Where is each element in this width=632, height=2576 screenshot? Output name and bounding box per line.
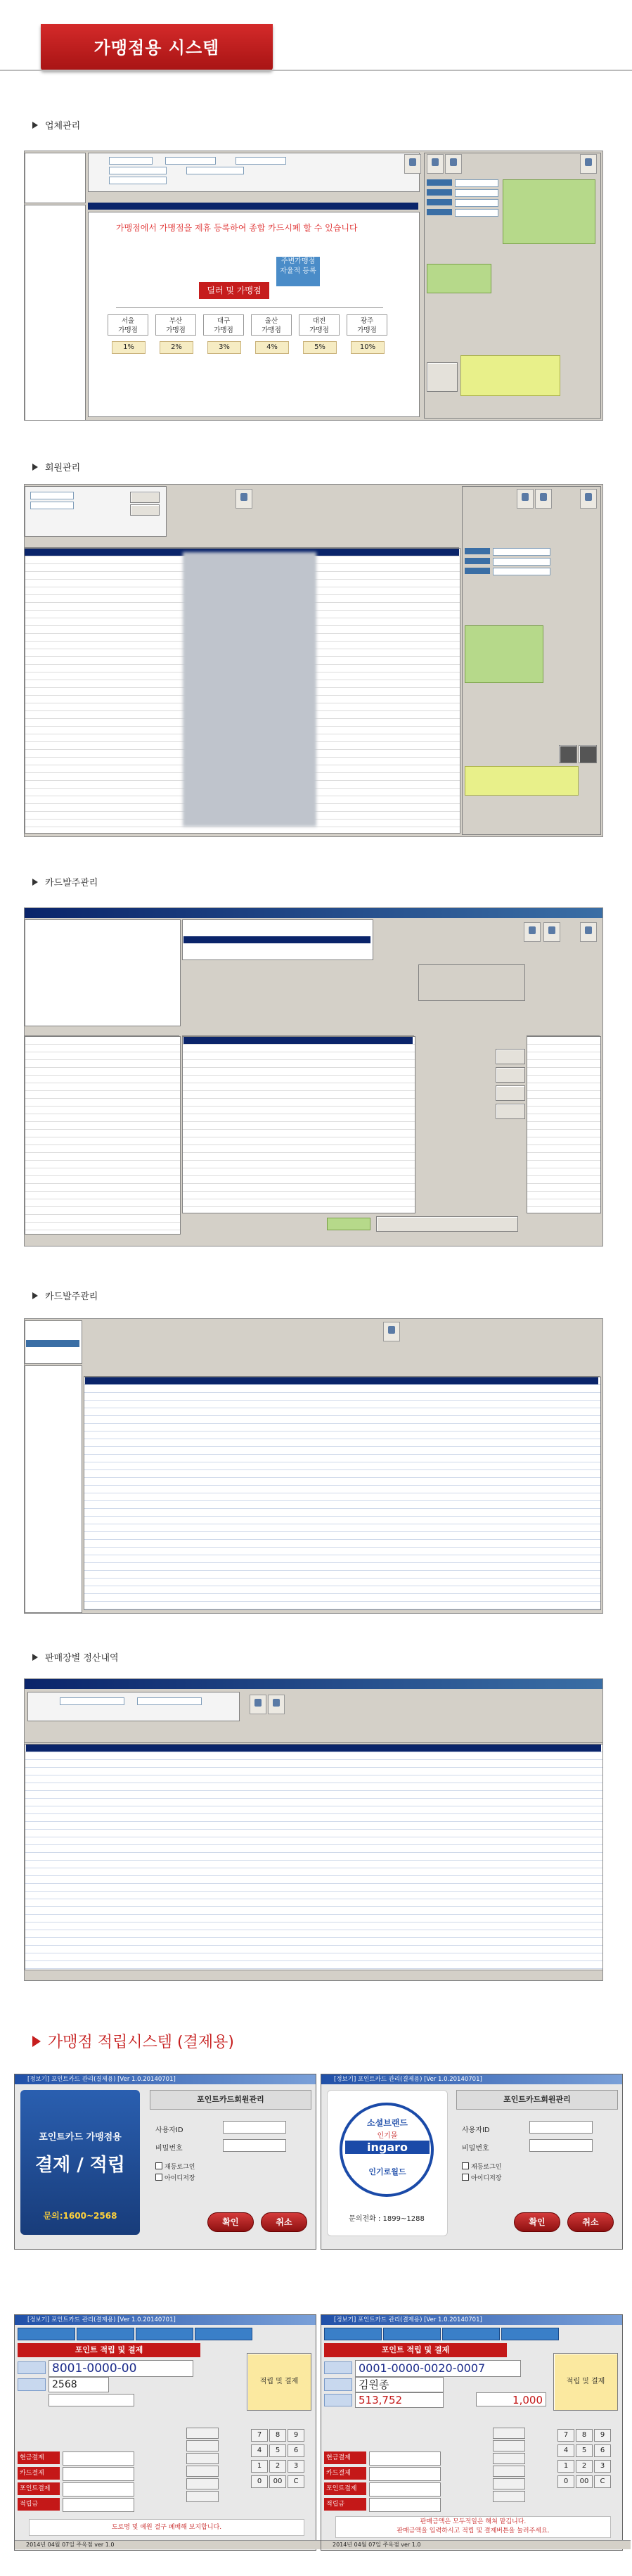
window-title: [정보기] 포인트카드 관리(결제용) [Ver 1.0.20140701]: [15, 2315, 316, 2325]
cash-input[interactable]: [63, 2451, 134, 2466]
key-2[interactable]: 2: [269, 2460, 286, 2473]
toolbar-button[interactable]: [77, 2328, 134, 2340]
triangle-icon: [32, 2036, 41, 2047]
move-button[interactable]: [496, 1067, 525, 1083]
org-side-box: 주변가맹점 자율적 등록: [276, 257, 320, 286]
green-info-block: [503, 179, 595, 244]
member-label: [18, 2378, 46, 2391]
masked-names: [183, 552, 316, 827]
date-filter: [27, 1692, 240, 1721]
triangle-icon: [32, 1654, 38, 1661]
toolbar-button[interactable]: [18, 2328, 75, 2340]
key-9[interactable]: 9: [288, 2429, 304, 2442]
org-pct-ulsan: 4%: [255, 341, 289, 354]
close-icon[interactable]: [580, 922, 597, 942]
detail-field[interactable]: [493, 568, 550, 575]
fax-field[interactable]: [186, 167, 244, 174]
confirm-button[interactable]: 확인: [514, 2212, 560, 2232]
grid-header: [527, 1028, 600, 1036]
new-icon[interactable]: [517, 489, 534, 509]
section-heading-member: 회원관리: [32, 460, 80, 473]
name-field[interactable]: [165, 157, 216, 165]
org-pct-daejeon: 5%: [303, 341, 337, 354]
search-icon[interactable]: [250, 1695, 266, 1714]
yellow-info-block: [460, 355, 560, 396]
point-label: [324, 2394, 352, 2406]
logo-sub: 인기몰: [377, 2132, 398, 2140]
id-input[interactable]: [223, 2121, 286, 2134]
green-info-block: [465, 625, 543, 683]
org-pct-busan: 2%: [160, 341, 193, 354]
key-3[interactable]: 3: [288, 2460, 304, 2473]
amount-button[interactable]: [493, 2440, 525, 2451]
card-pay-label: 카드결제: [18, 2467, 60, 2480]
triangle-icon: [32, 464, 38, 471]
reset-button[interactable]: [130, 504, 160, 516]
org-pct-daegu: 3%: [207, 341, 241, 354]
detail-field[interactable]: [455, 179, 498, 187]
key-00[interactable]: 00: [576, 2475, 593, 2488]
settlement-grid[interactable]: [25, 1744, 603, 1970]
key-7[interactable]: 7: [557, 2429, 574, 2442]
tree-panel[interactable]: [25, 919, 181, 1026]
detail-field[interactable]: [493, 548, 550, 556]
amount-button[interactable]: [493, 2478, 525, 2489]
checkbox-icon: [155, 2174, 162, 2181]
reward-input[interactable]: [369, 2498, 441, 2512]
point-pay-button[interactable]: 적립 및 결제: [553, 2353, 618, 2411]
selected-tree-item[interactable]: [26, 1340, 79, 1347]
label-block: [427, 199, 452, 205]
grid-header: [25, 1028, 179, 1036]
org-description: 가맹점에서 가맹점을 제휴 등록하여 종합 카드시폐 할 수 있습니다: [116, 223, 358, 233]
pay-title: 포인트 적립 및 결제: [18, 2343, 200, 2357]
status-bar: 2014년 04월 07일 주옥점 ver 1.0: [321, 2540, 631, 2549]
pw-label: 비밀번호: [155, 2145, 183, 2153]
id-input[interactable]: [529, 2121, 593, 2134]
settlement-window: [24, 1678, 603, 1981]
toolbar-button[interactable]: [383, 2328, 441, 2340]
org-branch-gwangju: 광주 가맹점: [347, 314, 387, 336]
refresh-icon[interactable]: [383, 1322, 400, 1341]
label-block: [427, 209, 452, 215]
card-number[interactable]: 0001-0000-0020-0007: [355, 2360, 521, 2377]
org-branch-daejeon: 대전 가맹점: [299, 314, 340, 336]
org-pct-seoul: 1%: [112, 341, 146, 354]
grid-header: [84, 1368, 600, 1377]
key-4[interactable]: 4: [251, 2444, 268, 2457]
point-pay-input[interactable]: [63, 2482, 134, 2497]
window-title: [정보기] 포인트카드 관리(결제용) [Ver 1.0.20140701]: [321, 2315, 622, 2325]
end-date-field[interactable]: [137, 1697, 202, 1705]
window-titlebar: [25, 1679, 602, 1689]
key-2[interactable]: 2: [576, 2460, 593, 2473]
search-button[interactable]: [130, 492, 160, 503]
notice-text: 판매금액은 모두적일은 해쳐 맡깁니다. 판매금액을 입력하시고 적립 및 결제버튼을 눌러주세요.: [335, 2516, 611, 2538]
label-block: [465, 568, 490, 574]
org-connector: [116, 307, 383, 308]
save-icon[interactable]: [404, 154, 421, 174]
key-5[interactable]: 5: [269, 2444, 286, 2457]
member-mgmt-window: [24, 484, 603, 837]
toolbar-button[interactable]: [195, 2328, 252, 2340]
logo-brand: ingaro: [345, 2141, 430, 2154]
pos-payment-window-1: [14, 2314, 316, 2551]
toolbar-buttons[interactable]: [376, 1216, 518, 1232]
key-6[interactable]: 6: [288, 2444, 304, 2457]
amount-button[interactable]: [186, 2428, 219, 2439]
close-icon[interactable]: [580, 154, 597, 174]
save-icon[interactable]: [535, 489, 552, 509]
banner-contact: 문의:1600~2568: [43, 2211, 117, 2221]
toolbar-button[interactable]: [442, 2328, 500, 2340]
amount-button[interactable]: [186, 2440, 219, 2451]
move-button[interactable]: [496, 1085, 525, 1101]
amount-button[interactable]: [186, 2478, 219, 2489]
point-pay-input[interactable]: [369, 2482, 441, 2497]
grid-header: [25, 1728, 602, 1743]
close-icon[interactable]: [580, 489, 597, 509]
header-divider: [0, 70, 632, 71]
side-button[interactable]: [559, 745, 577, 763]
window-title: [정보기] 포인트카드 관리(결제용) [Ver 1.0.20140701]: [15, 2074, 316, 2084]
move-button[interactable]: [496, 1104, 525, 1119]
org-branch-seoul: 서울 가맹점: [108, 314, 148, 336]
triangle-icon: [32, 879, 38, 886]
order-grid[interactable]: [182, 1036, 415, 1213]
key-clear[interactable]: C: [594, 2475, 611, 2488]
key-00[interactable]: 00: [269, 2475, 286, 2488]
section-heading-pos: 가맹점 적립시스템 (결제용): [32, 2030, 234, 2052]
pw-input[interactable]: [223, 2139, 286, 2152]
phone-field[interactable]: [109, 167, 167, 174]
card-label: [324, 2361, 352, 2374]
id-label: 사용자ID: [462, 2127, 490, 2134]
org-branch-ulsan: 울산 가맹점: [251, 314, 292, 336]
toolbar-button[interactable]: [136, 2328, 193, 2340]
order-list-grid[interactable]: [84, 1377, 601, 1610]
key-1[interactable]: 1: [557, 2460, 574, 2473]
search-field[interactable]: [30, 502, 74, 509]
checkbox-icon: [462, 2174, 469, 2181]
amount-button[interactable]: [493, 2453, 525, 2464]
tree-panel[interactable]: [25, 153, 86, 203]
amount-button[interactable]: [493, 2491, 525, 2502]
key-0[interactable]: 0: [557, 2475, 574, 2488]
key-9[interactable]: 9: [594, 2429, 611, 2442]
edit-icon[interactable]: [445, 154, 462, 174]
address-field[interactable]: [109, 177, 167, 184]
owner-field[interactable]: [236, 157, 286, 165]
name-field[interactable]: [49, 2394, 134, 2406]
code-field[interactable]: [109, 157, 153, 165]
label-block: [465, 548, 490, 554]
save-id-checkbox[interactable]: 아이디저장: [462, 2173, 501, 2182]
auto-login-checkbox[interactable]: 재등로그인: [155, 2162, 195, 2171]
window-title: [정보기] 포인트카드 관리(결제용) [Ver 1.0.20140701]: [321, 2074, 622, 2084]
grid-header: [182, 1028, 414, 1036]
auto-login-checkbox[interactable]: 재등로그인: [462, 2162, 501, 2171]
reward-label: 적립금: [18, 2498, 60, 2511]
card-pay-input[interactable]: [63, 2467, 134, 2481]
selected-row[interactable]: [85, 1377, 598, 1384]
cash-input[interactable]: [369, 2451, 441, 2466]
card-pay-input[interactable]: [369, 2467, 441, 2481]
label-block: [465, 558, 490, 564]
selected-row[interactable]: [183, 1037, 413, 1044]
notice-text: 도로명 및 예원 결구 폐배해 보지합니다.: [29, 2519, 304, 2536]
cash-label: 현금결제: [18, 2451, 60, 2464]
checkbox-icon: [155, 2162, 162, 2169]
point-balance: 513,752: [355, 2392, 444, 2408]
key-8[interactable]: 8: [269, 2429, 286, 2442]
key-0[interactable]: 0: [251, 2475, 268, 2488]
banner-contact: 문의전화 : 1899~1288: [349, 2215, 425, 2223]
green-button[interactable]: [327, 1218, 370, 1230]
cancel-button[interactable]: 취소: [261, 2212, 307, 2232]
toolbar-button[interactable]: [501, 2328, 559, 2340]
action-button[interactable]: [427, 362, 458, 392]
card-order-window: [24, 907, 603, 1246]
banner-line2: 결제 / 적립: [34, 2155, 126, 2176]
key-5[interactable]: 5: [576, 2444, 593, 2457]
card-number[interactable]: 8001-0000-00: [49, 2360, 193, 2377]
pos-login-window-1: [14, 2074, 316, 2250]
detail-field[interactable]: [455, 189, 498, 197]
pay-amount[interactable]: 1,000: [476, 2392, 546, 2406]
side-button[interactable]: [579, 745, 597, 763]
detail-field[interactable]: [455, 199, 498, 207]
detail-field[interactable]: [493, 558, 550, 566]
triangle-icon: [32, 122, 38, 129]
reward-input[interactable]: [63, 2498, 134, 2512]
key-8[interactable]: 8: [576, 2429, 593, 2442]
logo-top: 소셜브랜드: [367, 2118, 408, 2128]
company-mgmt-window: [24, 151, 603, 421]
pw-label: 비밀번호: [462, 2145, 489, 2153]
key-4[interactable]: 4: [557, 2444, 574, 2457]
org-main-box: 딜러 및 가맹점: [199, 282, 269, 299]
group-grid[interactable]: [25, 1036, 181, 1235]
point-pay-button[interactable]: 적립 및 결제: [247, 2353, 311, 2411]
list-panel[interactable]: [25, 1365, 82, 1613]
new-icon[interactable]: [427, 154, 444, 174]
label-block: [427, 179, 452, 186]
banner-line1: 포인트카드 가맹점용: [39, 2132, 122, 2143]
search-field[interactable]: [30, 492, 74, 499]
amount-button[interactable]: [186, 2453, 219, 2464]
label-block: [427, 189, 452, 196]
triangle-icon: [32, 1292, 38, 1299]
point-pay-label: 포인트결제: [324, 2482, 366, 2495]
card-order-list-window: [24, 1318, 603, 1614]
save-icon[interactable]: [543, 922, 560, 942]
card-pay-label: 카드결제: [324, 2467, 366, 2480]
amount-button[interactable]: [186, 2466, 219, 2477]
status-bar: 2014년 04월 07일 주옥점 ver 1.0: [15, 2540, 324, 2549]
window-titlebar: [25, 908, 602, 918]
grid-header: [25, 540, 459, 548]
cancel-button[interactable]: 취소: [567, 2212, 614, 2232]
pay-title: 포인트 적립 및 결제: [324, 2343, 507, 2357]
start-date-field[interactable]: [60, 1697, 124, 1705]
amount-button[interactable]: [493, 2428, 525, 2439]
org-pct-gwangju: 10%: [351, 341, 385, 354]
pos-login-window-2: [321, 2074, 623, 2250]
key-clear[interactable]: C: [288, 2475, 304, 2488]
detail-field[interactable]: [455, 209, 498, 217]
member-name[interactable]: 김원종: [355, 2377, 444, 2392]
selected-row[interactable]: [26, 1745, 601, 1752]
key-1[interactable]: 1: [251, 2460, 268, 2473]
selected-row[interactable]: [88, 203, 418, 210]
section-heading-card-order: 카드발주관리: [32, 875, 98, 888]
selected-row[interactable]: [183, 936, 370, 943]
key-7[interactable]: 7: [251, 2429, 268, 2442]
cash-label: 현금결제: [324, 2451, 366, 2464]
member-number[interactable]: 2568: [49, 2377, 109, 2392]
page-title: 가맹점용 시스템: [93, 38, 220, 58]
toolbar-button[interactable]: [324, 2328, 382, 2340]
refresh-icon[interactable]: [236, 489, 252, 509]
section-heading-company: 업체관리: [32, 118, 80, 132]
point-pay-label: 포인트결제: [18, 2482, 60, 2495]
logo-bottom: 인기로월드: [368, 2167, 406, 2176]
list-panel[interactable]: [25, 205, 86, 421]
checkbox-icon: [462, 2162, 469, 2169]
pos-payment-window-2: [321, 2314, 623, 2551]
card-detail-panel: [418, 964, 525, 1001]
key-6[interactable]: 6: [594, 2444, 611, 2457]
save-id-checkbox[interactable]: 아이디저장: [155, 2173, 195, 2182]
amount-button[interactable]: [493, 2466, 525, 2477]
new-icon[interactable]: [524, 922, 541, 942]
org-branch-busan: 부산 가맹점: [155, 314, 196, 336]
login-header: 포인트카드회원관리: [150, 2090, 311, 2110]
section-heading-card-order-2: 카드발주관리: [32, 1289, 98, 1302]
card-label: [18, 2361, 46, 2374]
section-heading-settlement: 판매장별 정산내역: [32, 1650, 119, 1664]
confirm-button[interactable]: 확인: [207, 2212, 254, 2232]
id-label: 사용자ID: [155, 2127, 183, 2134]
move-button[interactable]: [496, 1049, 525, 1064]
pw-input[interactable]: [529, 2139, 593, 2152]
amount-button[interactable]: [186, 2491, 219, 2502]
yellow-point-block: [465, 766, 579, 796]
name-label: [324, 2378, 352, 2391]
card-list-grid[interactable]: [527, 1036, 601, 1213]
login-header: 포인트카드회원관리: [456, 2090, 618, 2110]
org-branch-daegu: 대구 가맹점: [203, 314, 244, 336]
green-summary-block: [427, 264, 491, 293]
key-3[interactable]: 3: [594, 2460, 611, 2473]
reward-label: 적립금: [324, 2498, 366, 2511]
print-icon[interactable]: [268, 1695, 285, 1714]
